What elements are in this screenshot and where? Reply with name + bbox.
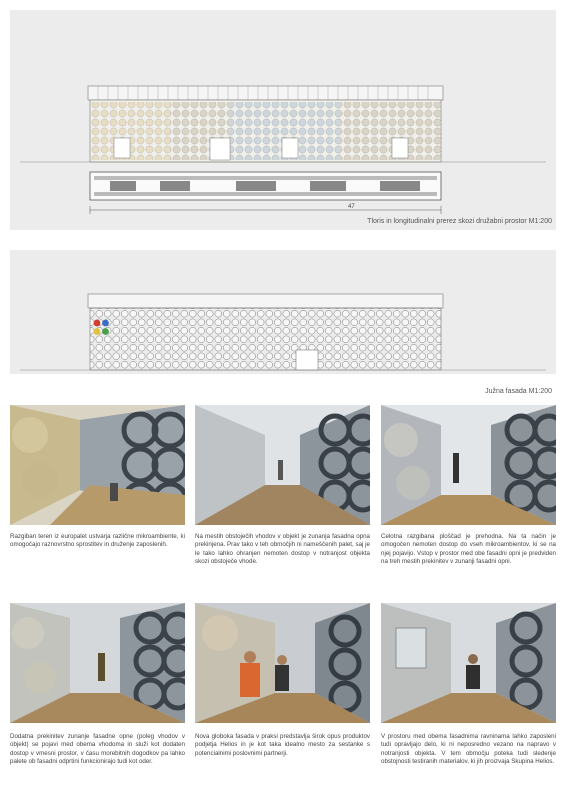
render-photo-2 [195, 405, 370, 525]
render-photo-6 [381, 603, 556, 723]
section-plan-drawing [10, 10, 556, 230]
photo-6-description: V prostoru med obema fasadnima ravninama lahko zaposleni tudi opravljajo delo, ki ni neposredno vezano na napravo v notranjosti objekta. V tem območju poteka tudi sledenje obstojnosti testiranih materialov, ki jih proizvaja Skupina Helios. [381, 733, 556, 766]
render-photo-4 [10, 603, 185, 723]
render-photo-3 [381, 405, 556, 525]
render-photo-5 [195, 603, 370, 723]
photo-3-description: Celotna razgibana ploščad je prehodna. Na ta način je omogočen nemoten dostop do vseh mikroambientov, ki se na njej pojavijo. Vstop v prostor med obe fasadni opni je predviden na treh mestih prekinitev v zunanji fasadni opni. [381, 533, 556, 566]
south-facade-svg [10, 250, 556, 374]
photo-4-description: Dodatna prekinitev zunanje fasadne opne (poleg vhodov v objekt) se pojavi med obema vhodoma in služi kot dodaten dostop v vmesni prostor, v času morebitnih dogodkov pa lahko palete ob fasadni odprtini funkcionirajo tudi kot oder. [10, 733, 185, 766]
photo-2-description: Na mestih obstoječih vhodov v objekt je zunanja fasadna opna prekinjena. Prav tako v teh območjih ni nameščenih palet, saj je le tako lahko ohranjen nemoten dostop v notranjost objekta skozi obstoječe vhode. [195, 533, 370, 566]
section-plan-caption: Tloris in longitudinalni prerez skozi družabni prostor M1:200 [367, 218, 552, 225]
photo-1-description: Razgiban teren iz europalet ustvarja različne mikroambiente, ki omogočajo raznovrstno sprostitev in druženje zaposlenih. [10, 533, 185, 549]
render-photo-1 [10, 405, 185, 525]
south-facade-drawing [10, 250, 556, 374]
dimension-label: 47 [348, 204, 355, 210]
photo-5-description: Nova globoka fasada v praksi predstavlja širok opus produktov podjetja Helios in je kot taka idealno mesto za sestanke s potencialnimi poslovnimi partnerji. [195, 733, 370, 757]
section-plan-svg [10, 10, 556, 230]
south-facade-caption: Južna fasada M1:200 [485, 388, 552, 395]
